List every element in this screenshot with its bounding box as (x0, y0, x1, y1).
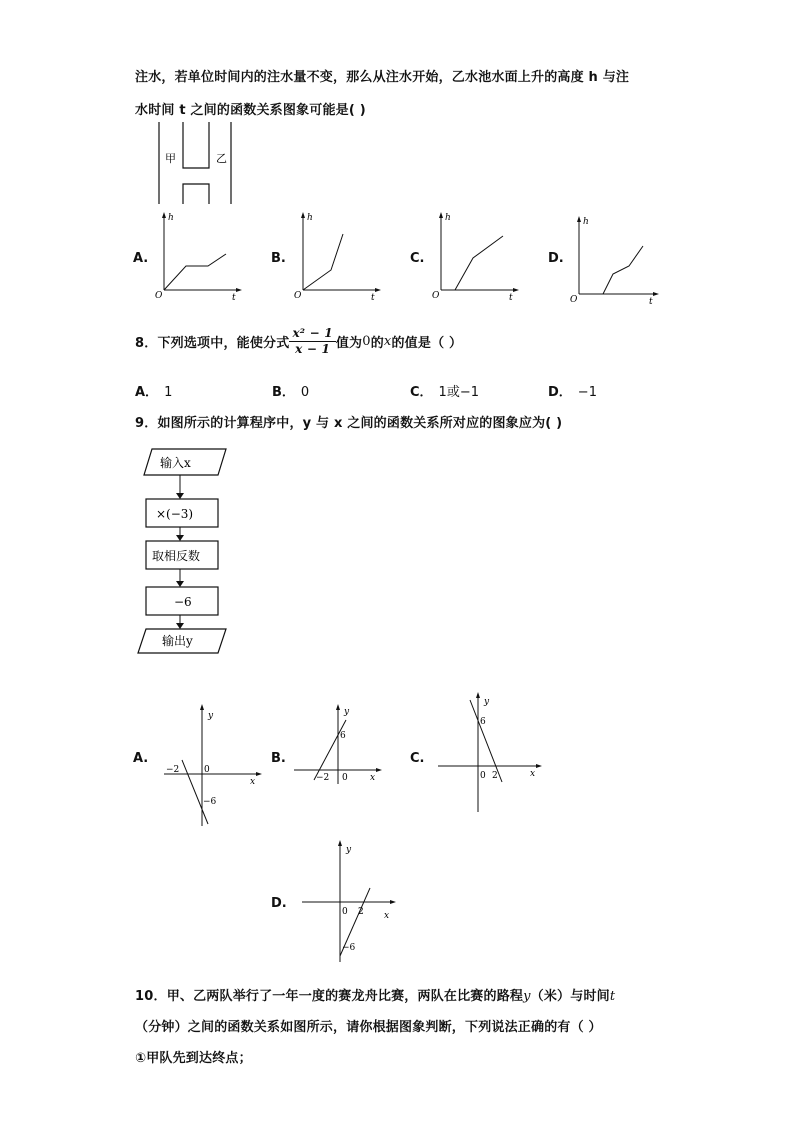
q8-middle: 值为 (335, 335, 363, 351)
q7-option-a-label[interactable]: A. (133, 251, 149, 266)
q8-option-a[interactable] (135, 381, 172, 400)
axis-label-x: x (370, 773, 376, 783)
tick-label: −2 (316, 773, 330, 783)
q8-var: x (383, 333, 392, 349)
q7-option-a-graph[interactable] (152, 210, 242, 302)
flow-step-input: 输入x (160, 456, 191, 470)
q10-text-line3: ①甲队先到达终点； (135, 1051, 252, 1066)
q7-text-line2: 水时间 t 之间的函数关系图象可能是( ) (135, 103, 366, 118)
q9-flowchart (134, 445, 234, 657)
q8-zero: 0 (362, 333, 371, 349)
q7-option-b-graph[interactable] (291, 210, 381, 302)
q9-option-a-graph[interactable] (162, 702, 264, 828)
tick-label: −2 (166, 765, 180, 775)
q8-denominator: x − 1 (295, 341, 331, 356)
axis-label-y: y (346, 845, 352, 855)
q9-option-c-graph[interactable] (436, 690, 544, 814)
tick-label: 2 (492, 771, 498, 781)
container-right-label: 乙 (216, 152, 227, 165)
axis-label-x: x (250, 777, 256, 787)
axis-origin: O (294, 291, 302, 301)
axis-label-t: t (509, 293, 513, 302)
tick-label: 2 (358, 907, 364, 917)
flow-step-subtract: −6 (174, 595, 192, 609)
q7-text-line1: 注水，若单位时间内的注水量不变，那么从注水开始，乙水池水面上升的高度 h 与注 (135, 70, 630, 85)
q10-line1-prefix: 10．甲、乙两队举行了一年一度的赛龙舟比赛，两队在比赛的路程 (135, 989, 524, 1004)
tick-label: 0 (342, 907, 348, 917)
axis-origin: O (155, 291, 163, 301)
axis-label-y: y (208, 711, 214, 721)
q10-text-line2: （分钟）之间的函数关系如图所示，请你根据图象判断，下列说法正确的有（ ） (135, 1020, 602, 1035)
axis-label-t: t (649, 297, 653, 306)
axis-origin: O (570, 295, 578, 305)
axis-label-h: h (583, 217, 589, 227)
flow-step-multiply: ×(−3) (156, 507, 194, 521)
q7-option-b-label[interactable]: B. (271, 251, 286, 266)
q7-option-c-graph[interactable] (429, 210, 519, 302)
q8-fraction (289, 326, 335, 356)
q8-option-d-label: D． (548, 385, 572, 400)
axis-label-h: h (445, 213, 451, 223)
q7-option-d-graph[interactable] (567, 214, 659, 306)
tick-label: 0 (204, 765, 210, 775)
q9-option-b-graph[interactable] (292, 702, 384, 786)
axis-origin: O (432, 291, 440, 301)
tick-label: 6 (340, 731, 346, 741)
q8-stem (135, 323, 462, 359)
q8-option-b-label: B． (272, 385, 295, 400)
q9-option-a-label[interactable]: A. (133, 751, 149, 766)
q8-de: 的 (370, 335, 384, 351)
q9-option-c-label[interactable]: C. (410, 751, 425, 766)
axis-label-h: h (307, 213, 313, 223)
q8-option-c-label: C． (410, 385, 433, 400)
q7-option-c-label[interactable]: C. (410, 251, 425, 266)
tick-label: 0 (480, 771, 486, 781)
q9-option-b-label[interactable]: B. (271, 751, 286, 766)
axis-label-t: t (371, 293, 375, 302)
q10-text-line1 (135, 985, 615, 1004)
flow-step-output: 输出y (162, 634, 193, 648)
q8-option-a-text: 1 (164, 385, 173, 400)
axis-label-y: y (484, 697, 490, 707)
axis-label-h: h (168, 213, 174, 223)
axis-label-x: x (530, 769, 536, 779)
tick-label: 0 (342, 773, 348, 783)
q8-option-c-text: 1或−1 (438, 385, 479, 400)
q10-var-t: t (609, 989, 616, 1004)
q8-option-a-label: A． (135, 385, 159, 400)
q8-option-b[interactable] (272, 381, 309, 400)
tick-label: −6 (342, 943, 356, 953)
q9-option-d-label[interactable]: D. (271, 896, 287, 911)
q8-option-c[interactable] (410, 381, 479, 400)
q8-suffix: 的值是（ ） (391, 335, 463, 351)
q7-option-d-label[interactable]: D. (548, 251, 564, 266)
q10-var-y: y (523, 989, 531, 1004)
q8-prefix: 8．下列选项中，能使分式 (135, 335, 290, 351)
tick-label: 6 (480, 717, 486, 727)
axis-label-t: t (232, 293, 236, 302)
q8-option-d-text: −1 (577, 385, 597, 400)
q9-stem: 9．如图所示的计算程序中，y 与 x 之间的函数关系所对应的图象应为( ) (135, 416, 563, 431)
flow-step-negate: 取相反数 (152, 549, 201, 563)
q8-numerator: x² − 1 (289, 326, 335, 341)
q9-option-d-graph[interactable] (300, 838, 398, 964)
q10-line1-mid: （米）与时间 (530, 989, 610, 1004)
water-container-diagram (155, 122, 237, 208)
axis-label-x: x (384, 911, 390, 921)
container-left-label: 甲 (165, 152, 176, 165)
q8-option-b-text: 0 (300, 385, 310, 400)
q8-option-d[interactable] (548, 381, 597, 400)
axis-label-y: y (344, 707, 350, 717)
tick-label: −6 (203, 797, 217, 807)
